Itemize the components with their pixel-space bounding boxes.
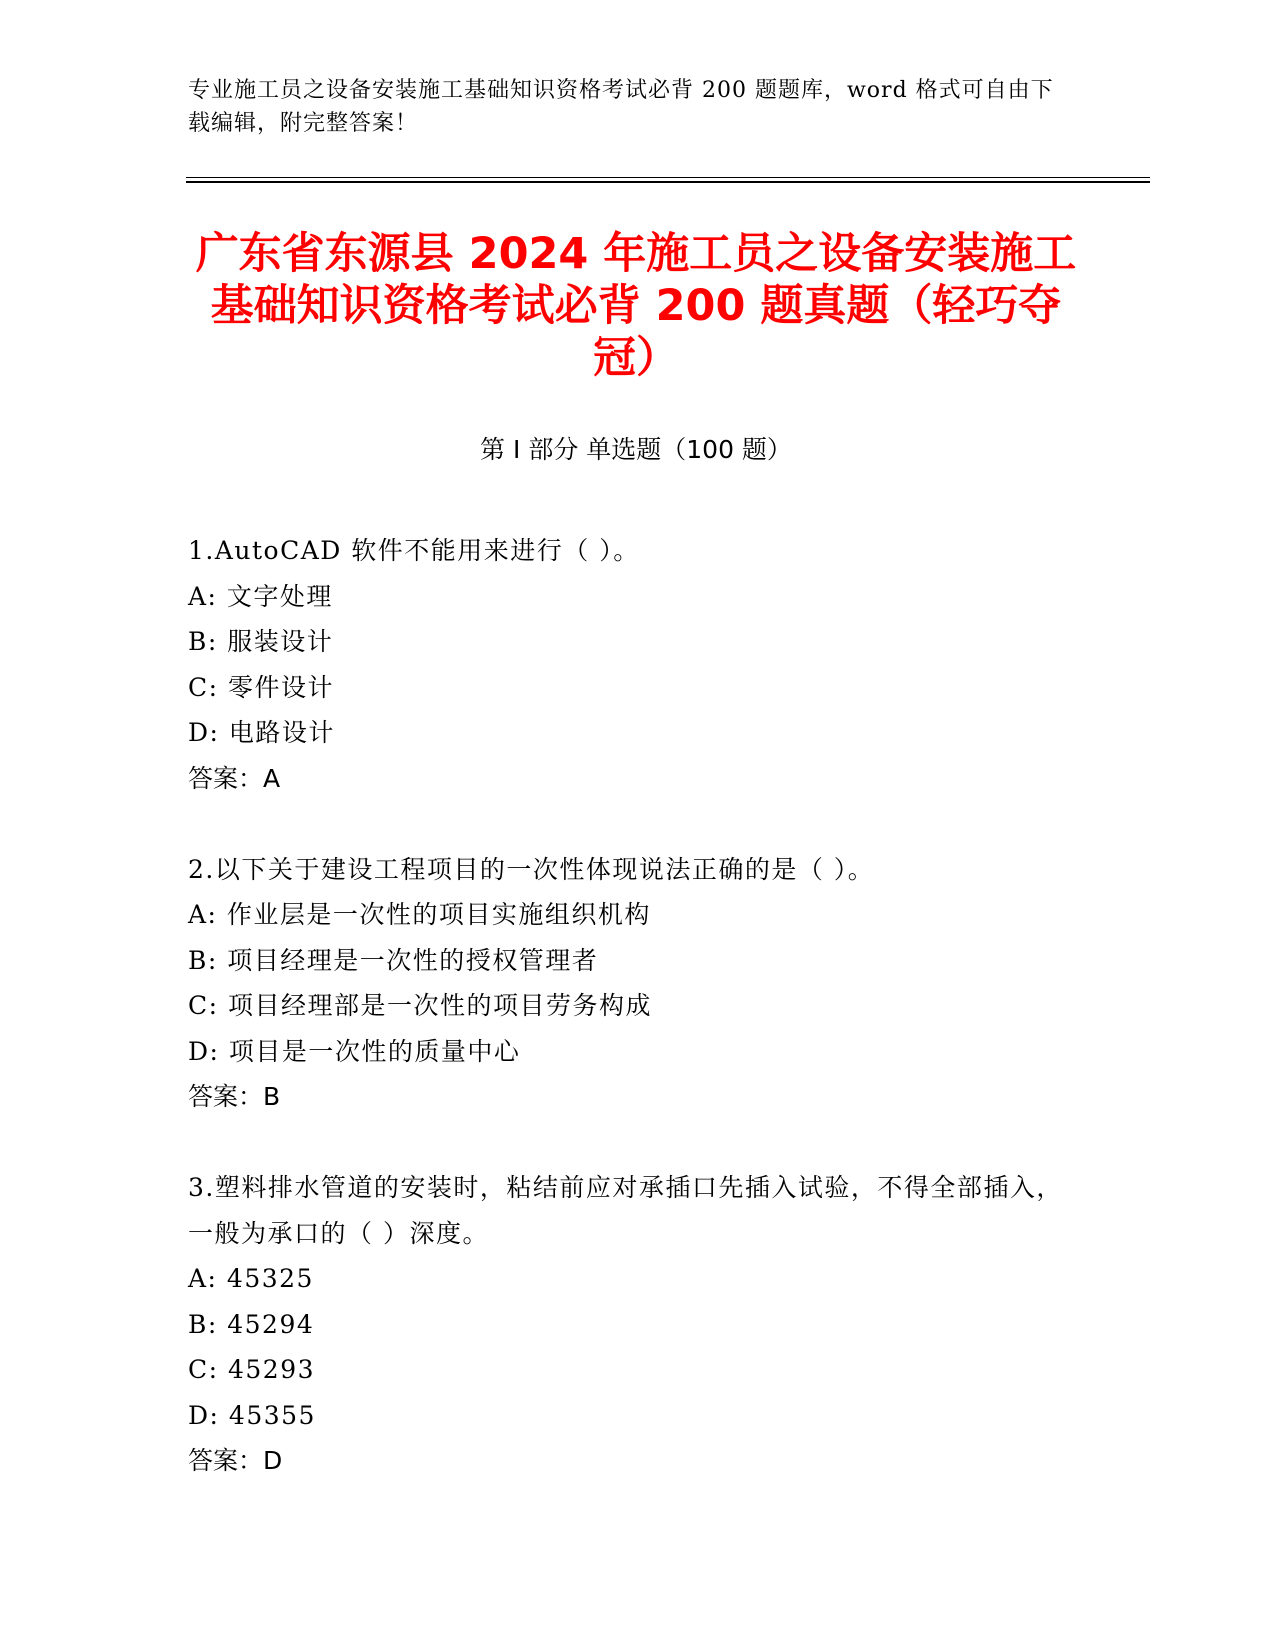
header-rule-thin <box>186 177 1150 178</box>
option-c: C: 零件设计 <box>188 672 334 702</box>
question-3 <box>188 1165 1068 1484</box>
option-b: B: 服装设计 <box>188 627 334 656</box>
question-1 <box>188 528 1068 801</box>
answer: 答案：B <box>188 1082 281 1111</box>
question-list <box>188 528 1068 1484</box>
option-d: D: 45355 <box>188 1400 316 1430</box>
answer: 答案：A <box>188 763 281 793</box>
question-2 <box>188 847 1068 1120</box>
question-stem: 1.AutoCAD 软件不能用来进行（ ）。 <box>188 536 640 565</box>
answer: 答案：D <box>188 1446 283 1475</box>
question-spacer <box>188 1120 1068 1166</box>
option-b: B: 45294 <box>188 1309 315 1339</box>
option-a: A: 作业层是一次性的项目实施组织机构 <box>188 900 651 929</box>
option-b: B: 项目经理是一次性的授权管理者 <box>188 945 599 975</box>
option-c: C: 45293 <box>188 1355 316 1384</box>
header-note: 专业施工员之设备安装施工基础知识资格考试必背 200 题题库，word 格式可自由下载编辑，附完整答案！ <box>188 78 1054 136</box>
option-d: D: 项目是一次性的质量中心 <box>188 1036 521 1066</box>
question-spacer <box>188 801 1068 847</box>
question-stem: 3.塑料排水管道的安装时，粘结前应对承插口先插入试验，不得全部插入，一般为承口的（ ）深度。 <box>188 1173 1063 1248</box>
option-a: A: 文字处理 <box>188 581 333 611</box>
header-rule-thick <box>186 181 1150 183</box>
option-a: A: 45325 <box>188 1264 314 1293</box>
question-stem: 2.以下关于建设工程项目的一次性体现说法正确的是（ ）。 <box>188 854 875 884</box>
option-c: C: 项目经理部是一次性的项目劳务构成 <box>188 991 652 1020</box>
option-d: D: 电路设计 <box>188 718 335 747</box>
section-title: 第 I 部分 单选题（100 题） <box>480 435 792 464</box>
document-title: 广东省东源县 2024 年施工员之设备安装施工基础知识资格考试必背 200 题真题（轻巧夺冠） <box>195 229 1077 383</box>
